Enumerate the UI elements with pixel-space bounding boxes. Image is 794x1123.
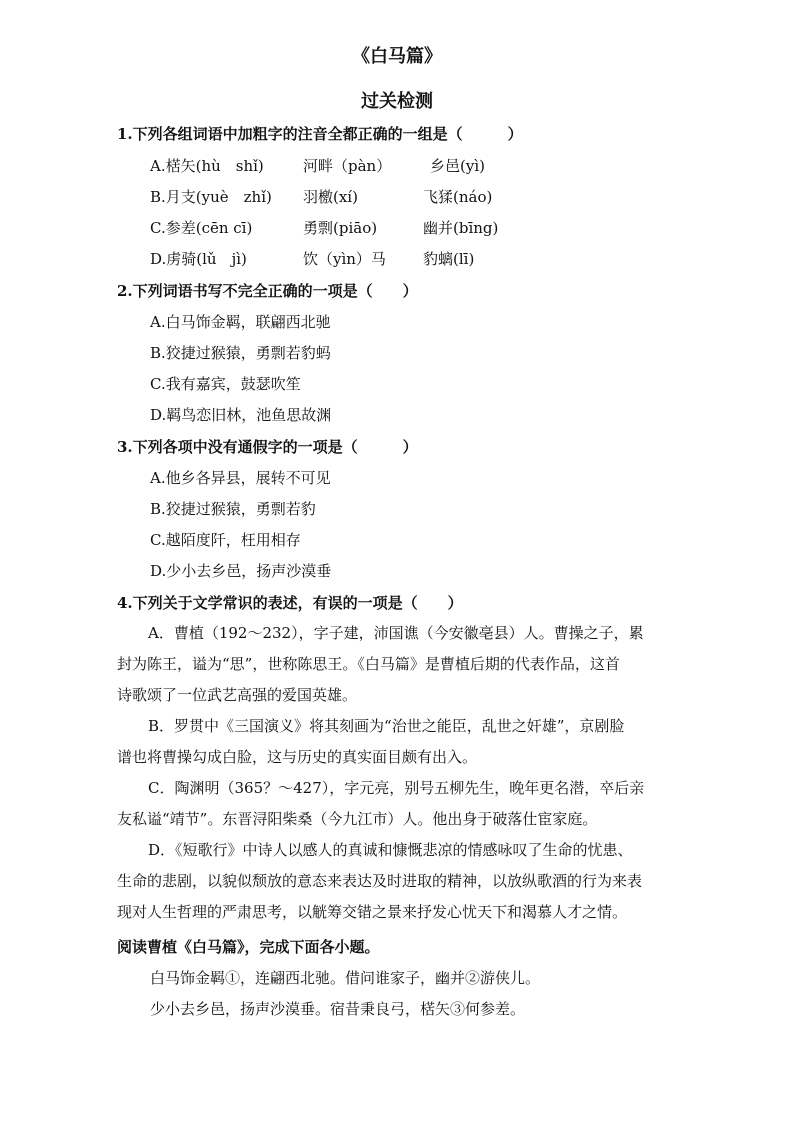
question-2-option-b: B.狡捷过猴猿，勇剽若豹蚂 [150,344,331,362]
question-4-option-b [117,711,677,773]
question-2-stem: 2.下列词语书写不完全正确的一项是（ ） [117,282,418,300]
paragraph-line: D．《短歌行》中诗人以感人的真诚和慷慨悲凉的情感咏叹了生命的忧患、 [148,841,633,859]
option-term: 饮（yìn）马 [303,250,386,268]
paragraph-line: 封为陈王，谥为“思”，世称陈思王。《白马篇》是曹植后期的代表作品，这首 [117,655,620,673]
paragraph-line: 诗歌颂了一位武艺高强的爱国英雄。 [117,686,358,704]
option-term: A.楛矢(hù shǐ) [150,157,264,175]
option-term: 勇剽(piāo) [303,219,378,237]
question-2-option-a: A.白马饰金羁，联翩西北驰 [150,313,331,331]
paragraph-line: 谱也将曹操勾成白脸，这与历史的真实面目颇有出入。 [117,748,478,766]
reading-heading: 阅读曹植《白马篇》，完成下面各小题。 [117,938,380,956]
question-3-option-a: A.他乡各异县，展转不可见 [150,469,331,487]
paragraph-line: 生命的悲剧，以貌似颓放的意态来表达及时进取的精神，以放纵歌酒的行为来表 [117,872,643,890]
document-subtitle: 过关检测 [361,91,433,112]
paragraph-line: B．罗贯中《三国演义》将其刻画为“治世之能臣，乱世之奸雄”，京剧脸 [148,717,625,735]
poem-line: 白马饰金羁①，连翩西北驰。借问谁家子，幽并②游侠儿。 [150,969,541,987]
option-term: 河畔（pàn） [303,157,392,175]
option-term: 飞猱(náo) [423,188,493,206]
option-term: 幽并(bīng) [423,219,499,237]
paragraph-line: 现对人生哲理的严肃思考，以觥筹交错之景来抒发心忧天下和渴慕人才之情。 [117,903,628,921]
option-term: B.月支(yuè zhǐ) [150,188,272,206]
question-2-option-d: D.羁鸟恋旧林，池鱼思故渊 [150,406,332,424]
paragraph-line: C．陶渊明（365？～427），字元亮，别号五柳先生，晚年更名潜，卒后亲 [148,779,645,797]
paragraph-line: 友私谥“靖节”。东晋浔阳柴桑（今九江市）人。他出身于破落仕宦家庭。 [117,810,598,828]
question-4-option-c [117,773,677,835]
question-3-stem: 3.下列各项中没有通假字的一项是（ ） [117,438,418,456]
question-4-option-a [117,618,677,711]
paragraph-line: A．曹植（192～232），字子建，沛国谯（今安徽亳县）人。曹操之子，累 [148,624,644,642]
option-term: 羽檄(xí) [303,188,358,206]
question-1-stem: 1.下列各组词语中加粗字的注音全都正确的一组是（ ） [117,125,523,143]
question-4-option-d [117,835,677,928]
document-title: 《白马篇》 [352,46,442,67]
question-3-option-b: B.狡捷过猴猿，勇剽若豹 [150,500,316,518]
poem-line: 少小去乡邑，扬声沙漠垂。宿昔秉良弓，楛矢③何参差。 [150,1000,526,1018]
option-term: 乡邑(yì) [430,157,485,175]
option-term: 豹螭(lī) [423,250,475,268]
option-term: C.参差(cēn cī) [150,219,253,237]
option-term: D.虏骑(lǔ jì) [150,250,247,268]
question-2-option-c: C.我有嘉宾，鼓瑟吹笙 [150,375,301,393]
question-3-option-c: C.越陌度阡，枉用相存 [150,531,301,549]
question-4-stem: 4.下列关于文学常识的表述，有误的一项是（ ） [117,594,463,612]
question-3-option-d: D.少小去乡邑，扬声沙漠垂 [150,562,332,580]
